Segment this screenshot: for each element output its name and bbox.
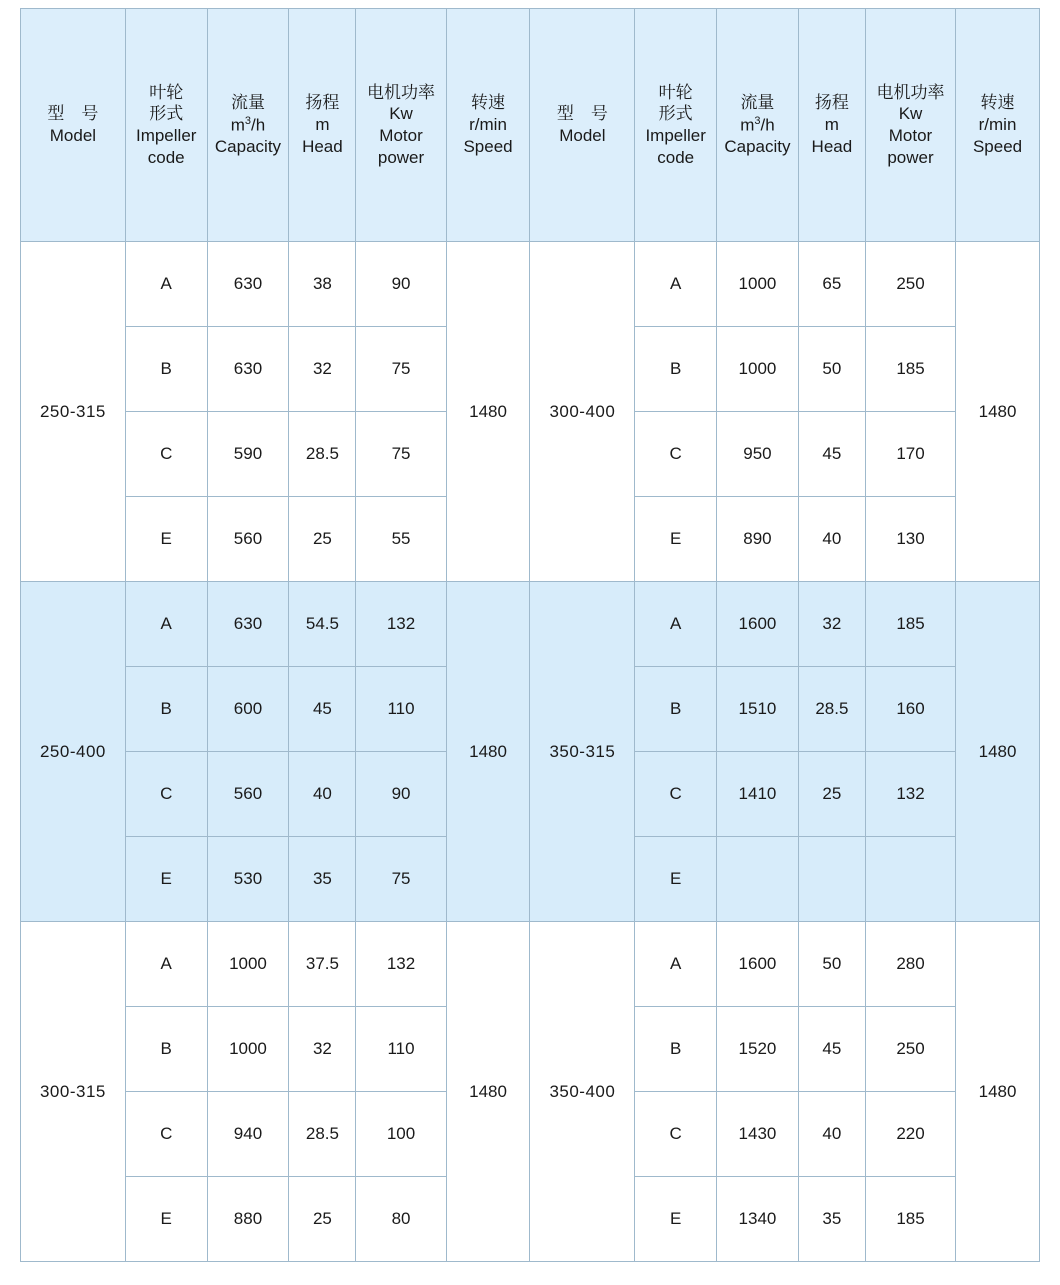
header-speed-cn: 转速 bbox=[471, 93, 506, 113]
cell-impeller-left: C bbox=[125, 1092, 207, 1177]
cell-power-right bbox=[865, 837, 955, 922]
cell-power-left: 132 bbox=[356, 582, 446, 667]
cell-power-left: 90 bbox=[356, 242, 446, 327]
cell-impeller-right: E bbox=[635, 1177, 717, 1262]
header-model-cn: 型 号 bbox=[47, 104, 99, 124]
cell-capacity-left: 560 bbox=[207, 497, 289, 582]
header-impeller-cn1: 叶轮 bbox=[149, 82, 184, 102]
table-row bbox=[21, 922, 1040, 1007]
cell-impeller-left: E bbox=[125, 1177, 207, 1262]
cell-head-right: 50 bbox=[798, 922, 865, 1007]
cell-head-left: 37.5 bbox=[289, 922, 356, 1007]
cell-impeller-right: B bbox=[635, 667, 717, 752]
cell-head-left: 25 bbox=[289, 1177, 356, 1262]
cell-head-left: 32 bbox=[289, 327, 356, 412]
speed-cell-right: 1480 bbox=[956, 242, 1040, 582]
cell-impeller-right: A bbox=[635, 922, 717, 1007]
cell-capacity-left: 630 bbox=[207, 327, 289, 412]
cell-power-left: 75 bbox=[356, 412, 446, 497]
cell-power-right: 185 bbox=[865, 327, 955, 412]
header-head-cn: 扬程 bbox=[814, 93, 849, 113]
header-impeller-left bbox=[125, 9, 207, 242]
cell-head-right bbox=[798, 837, 865, 922]
pump-specification-table bbox=[20, 8, 1040, 1262]
model-cell-right: 350-315 bbox=[530, 582, 635, 922]
table-header bbox=[21, 9, 1040, 242]
cell-impeller-right: B bbox=[635, 327, 717, 412]
header-head-right bbox=[798, 9, 865, 242]
cell-head-left: 35 bbox=[289, 837, 356, 922]
table-row bbox=[21, 242, 1040, 327]
cell-capacity-right: 1410 bbox=[717, 752, 799, 837]
cell-head-right: 45 bbox=[798, 1007, 865, 1092]
cell-power-right: 250 bbox=[865, 242, 955, 327]
header-capacity-left bbox=[207, 9, 289, 242]
header-capacity-unit: $m^3/h$ bbox=[230, 114, 266, 135]
speed-cell-right: 1480 bbox=[956, 922, 1040, 1262]
cell-impeller-right: A bbox=[635, 242, 717, 327]
header-head-en: Head bbox=[811, 136, 853, 156]
header-impeller-cn1: 叶轮 bbox=[658, 82, 693, 102]
cell-capacity-right: 1510 bbox=[717, 667, 799, 752]
cell-impeller-right: A bbox=[635, 582, 717, 667]
header-head-unit: m bbox=[824, 115, 839, 135]
cell-power-left: 90 bbox=[356, 752, 446, 837]
cell-impeller-right: C bbox=[635, 1092, 717, 1177]
header-capacity-unit: $m^3/h$ bbox=[740, 114, 775, 135]
cell-head-left: 32 bbox=[289, 1007, 356, 1092]
cell-power-right: 220 bbox=[865, 1092, 955, 1177]
header-model-right bbox=[530, 9, 635, 242]
header-impeller-cn2: 形式 bbox=[149, 104, 184, 124]
model-cell-left: 250-315 bbox=[21, 242, 126, 582]
header-impeller-en2: code bbox=[147, 147, 185, 167]
header-capacity-right bbox=[717, 9, 799, 242]
cell-power-right: 132 bbox=[865, 752, 955, 837]
speed-cell-left: 1480 bbox=[446, 582, 530, 922]
header-impeller-en1: Impeller bbox=[135, 126, 197, 145]
model-cell-left: 300-315 bbox=[21, 922, 126, 1262]
header-head-unit: m bbox=[315, 115, 330, 135]
header-model-left bbox=[21, 9, 126, 242]
cell-head-right: 32 bbox=[798, 582, 865, 667]
cell-head-right: 40 bbox=[798, 1092, 865, 1177]
cell-power-right: 250 bbox=[865, 1007, 955, 1092]
header-speed-unit: r/min bbox=[469, 115, 507, 135]
cell-impeller-left: B bbox=[125, 327, 207, 412]
cell-impeller-right: C bbox=[635, 752, 717, 837]
cell-capacity-right: 1600 bbox=[717, 582, 799, 667]
cell-head-left: 54.5 bbox=[289, 582, 356, 667]
header-power-en1: Motor bbox=[888, 126, 933, 145]
header-capacity-cn: 流量 bbox=[740, 93, 775, 113]
header-power-left bbox=[356, 9, 446, 242]
cell-head-right: 45 bbox=[798, 412, 865, 497]
cell-power-left: 132 bbox=[356, 922, 446, 1007]
cell-head-right: 28.5 bbox=[798, 667, 865, 752]
cell-capacity-left: 1000 bbox=[207, 1007, 289, 1092]
cell-capacity-right: 1520 bbox=[717, 1007, 799, 1092]
header-head-cn: 扬程 bbox=[305, 93, 340, 113]
cell-power-right: 280 bbox=[865, 922, 955, 1007]
cell-head-right: 50 bbox=[798, 327, 865, 412]
cell-impeller-right: E bbox=[635, 837, 717, 922]
cell-head-right: 25 bbox=[798, 752, 865, 837]
cell-impeller-left: A bbox=[125, 582, 207, 667]
header-power-en2: power bbox=[377, 147, 425, 167]
header-model-en: Model bbox=[49, 126, 97, 145]
cell-impeller-right: B bbox=[635, 1007, 717, 1092]
cell-power-right: 185 bbox=[865, 582, 955, 667]
cell-power-right: 185 bbox=[865, 1177, 955, 1262]
cell-capacity-left: 530 bbox=[207, 837, 289, 922]
header-capacity-cn: 流量 bbox=[230, 93, 265, 113]
header-head-left bbox=[289, 9, 356, 242]
header-capacity-en: Capacity bbox=[214, 137, 282, 157]
cell-head-right: 40 bbox=[798, 497, 865, 582]
cell-head-left: 25 bbox=[289, 497, 356, 582]
cell-head-left: 28.5 bbox=[289, 412, 356, 497]
cell-capacity-left: 940 bbox=[207, 1092, 289, 1177]
cell-capacity-left: 590 bbox=[207, 412, 289, 497]
header-speed-en: Speed bbox=[972, 136, 1023, 156]
cell-power-left: 55 bbox=[356, 497, 446, 582]
header-model-en: Model bbox=[559, 126, 606, 145]
cell-capacity-left: 560 bbox=[207, 752, 289, 837]
cell-power-left: 75 bbox=[356, 837, 446, 922]
header-power-en2: power bbox=[887, 147, 934, 167]
cell-impeller-right: C bbox=[635, 412, 717, 497]
cell-impeller-right: E bbox=[635, 497, 717, 582]
cell-head-left: 45 bbox=[289, 667, 356, 752]
cell-impeller-left: C bbox=[125, 752, 207, 837]
cell-impeller-left: C bbox=[125, 412, 207, 497]
header-impeller-en1: Impeller bbox=[645, 126, 706, 145]
cell-capacity-right: 1000 bbox=[717, 242, 799, 327]
header-impeller-en2: code bbox=[657, 147, 695, 167]
header-impeller-cn2: 形式 bbox=[658, 104, 693, 124]
cell-power-right: 170 bbox=[865, 412, 955, 497]
speed-cell-left: 1480 bbox=[446, 922, 530, 1262]
header-power-cn: 电机功率 bbox=[876, 82, 945, 102]
cell-capacity-right: 1000 bbox=[717, 327, 799, 412]
header-speed-left bbox=[446, 9, 530, 242]
cell-impeller-left: A bbox=[125, 922, 207, 1007]
cell-power-left: 110 bbox=[356, 1007, 446, 1092]
cell-impeller-left: E bbox=[125, 837, 207, 922]
cell-power-right: 130 bbox=[865, 497, 955, 582]
cell-power-left: 80 bbox=[356, 1177, 446, 1262]
cell-impeller-left: B bbox=[125, 1007, 207, 1092]
model-cell-left: 250-400 bbox=[21, 582, 126, 922]
header-head-en: Head bbox=[302, 136, 343, 156]
header-power-cn: 电机功率 bbox=[367, 82, 436, 102]
cell-impeller-left: A bbox=[125, 242, 207, 327]
cell-impeller-left: E bbox=[125, 497, 207, 582]
cell-capacity-right: 1600 bbox=[717, 922, 799, 1007]
cell-capacity-right bbox=[717, 837, 799, 922]
header-speed-cn: 转速 bbox=[980, 93, 1015, 113]
cell-head-right: 65 bbox=[798, 242, 865, 327]
header-speed-en: Speed bbox=[463, 136, 513, 156]
cell-capacity-left: 600 bbox=[207, 667, 289, 752]
model-cell-right: 350-400 bbox=[530, 922, 635, 1262]
cell-power-right: 160 bbox=[865, 667, 955, 752]
table-row bbox=[21, 582, 1040, 667]
header-power-unit: Kw bbox=[389, 104, 413, 124]
header-power-en1: Motor bbox=[379, 126, 423, 145]
header-impeller-right bbox=[635, 9, 717, 242]
cell-capacity-left: 1000 bbox=[207, 922, 289, 1007]
cell-power-left: 110 bbox=[356, 667, 446, 752]
cell-power-left: 75 bbox=[356, 327, 446, 412]
header-speed-unit: r/min bbox=[978, 115, 1017, 135]
cell-capacity-left: 630 bbox=[207, 242, 289, 327]
speed-cell-left: 1480 bbox=[446, 242, 530, 582]
cell-capacity-right: 1430 bbox=[717, 1092, 799, 1177]
model-cell-right: 300-400 bbox=[530, 242, 635, 582]
cell-impeller-left: B bbox=[125, 667, 207, 752]
cell-capacity-right: 890 bbox=[717, 497, 799, 582]
cell-capacity-right: 950 bbox=[717, 412, 799, 497]
cell-head-right: 35 bbox=[798, 1177, 865, 1262]
header-row bbox=[21, 9, 1040, 242]
header-speed-right bbox=[956, 9, 1040, 242]
header-model-cn: 型 号 bbox=[556, 104, 608, 124]
cell-head-left: 28.5 bbox=[289, 1092, 356, 1177]
cell-head-left: 40 bbox=[289, 752, 356, 837]
cell-capacity-left: 630 bbox=[207, 582, 289, 667]
speed-cell-right: 1480 bbox=[956, 582, 1040, 922]
header-power-right bbox=[865, 9, 955, 242]
header-capacity-en: Capacity bbox=[724, 137, 791, 157]
cell-power-left: 100 bbox=[356, 1092, 446, 1177]
table-body bbox=[21, 242, 1040, 1262]
cell-capacity-left: 880 bbox=[207, 1177, 289, 1262]
cell-head-left: 38 bbox=[289, 242, 356, 327]
cell-capacity-right: 1340 bbox=[717, 1177, 799, 1262]
header-power-unit: Kw bbox=[898, 104, 923, 124]
